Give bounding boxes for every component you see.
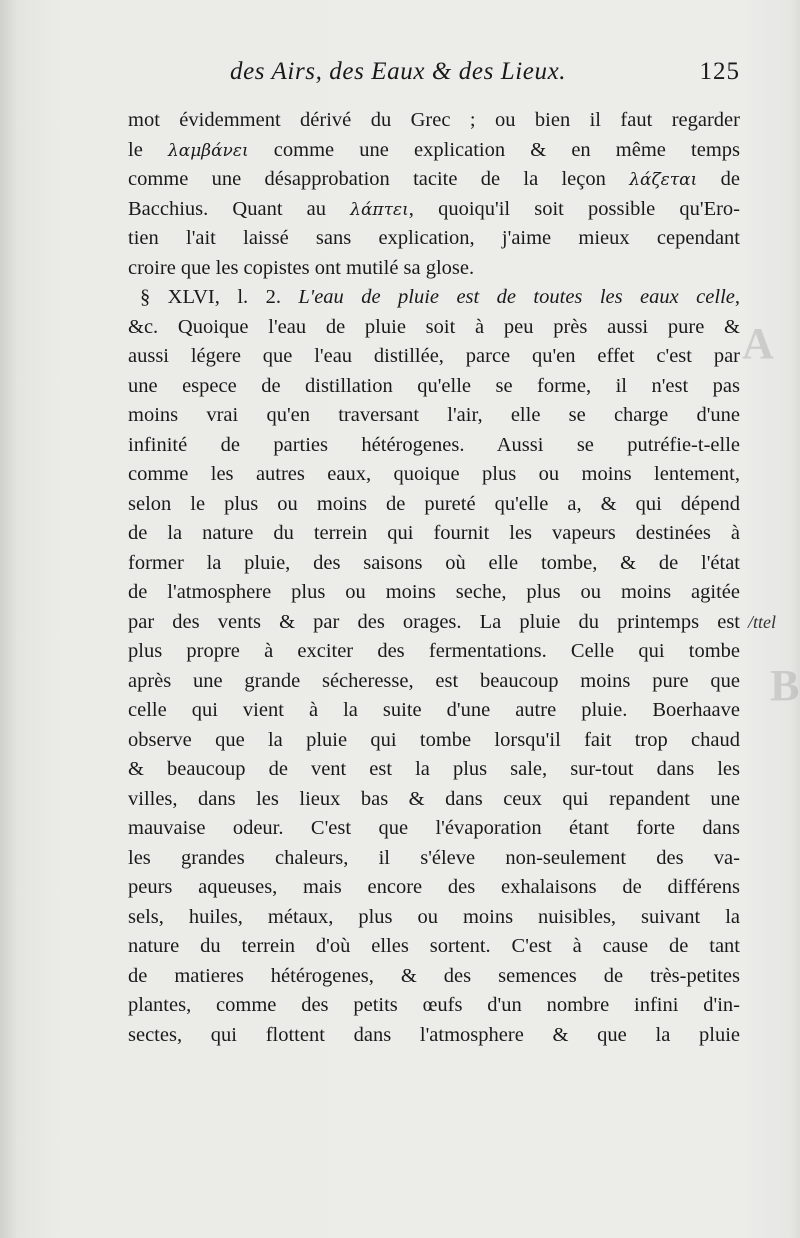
text-line: après une grande sécheresse, est beaucoup moins pure que xyxy=(128,669,740,692)
text-line: par des vents & par des orages. La pluie du printemps est xyxy=(128,610,740,633)
text-line: villes, dans les lieux bas & dans ceux qui repandent une xyxy=(128,787,740,810)
greek-word: λαμβάνει xyxy=(167,140,249,161)
text-line: les grandes chaleurs, il s'éleve non-seulement des va- xyxy=(128,846,740,869)
text-line: observe que la pluie qui tombe lorsqu'il fait trop chaud xyxy=(128,728,740,751)
greek-word: λάζεται xyxy=(629,170,698,190)
text-line: de l'atmosphere plus ou moins seche, plus ou moins agitée xyxy=(128,581,740,603)
text-line: une espece de distillation qu'elle se forme, il n'est pas xyxy=(128,374,740,397)
page-number: 125 xyxy=(699,58,740,85)
text-line: sectes, qui flottent dans l'atmosphere & que la pluie xyxy=(128,1023,740,1046)
body-text xyxy=(128,106,740,1050)
text-line: comme les autres eaux, quoique plus ou moins lentement, xyxy=(128,463,740,485)
text-line: nature du terrein d'où elles sortent. C'est à cause de tant xyxy=(128,935,740,957)
running-head xyxy=(130,54,740,94)
text-line: aussi légere que l'eau distillée, parce qu'en effet c'est par xyxy=(128,345,740,367)
text-line: celle qui vient à la suite d'une autre pluie. Boerhaave xyxy=(128,699,740,721)
text-line: le λαμβάνει comme une explication & en même temps xyxy=(128,138,740,161)
text-line: & beaucoup de vent est la plus sale, sur-tout dans les xyxy=(128,758,740,780)
text-line: mot évidemment dérivé du Grec ; ou bien il faut regarder xyxy=(128,109,740,131)
text-line: infinité de parties hétérogenes. Aussi se putréfie-t-elle xyxy=(128,433,740,456)
text-line: &c. Quoique l'eau de pluie soit à peu près aussi pure & xyxy=(128,315,740,338)
handwritten-margin-note: /ttel xyxy=(748,612,776,632)
greek-word: λάπτει xyxy=(350,199,409,220)
section-heading-line: § XLVI, l. 2. L'eau de pluie est de toutes les eaux celle, xyxy=(140,286,740,308)
text-line: moins vrai qu'en traversant l'air, elle se charge d'une xyxy=(128,404,740,426)
text-line: plus propre à exciter des fermentations. Celle qui tombe xyxy=(128,640,740,662)
text-line: tien l'ait laissé sans explication, j'aime mieux cependant xyxy=(128,227,740,249)
text-line: sels, huiles, métaux, plus ou moins nuisibles, suivant la xyxy=(128,905,740,928)
show-through-mark: B xyxy=(770,661,800,710)
text-line: de la nature du terrein qui fournit les vapeurs destinées à xyxy=(128,522,740,544)
show-through-mark: A xyxy=(742,319,774,368)
running-title: des Airs, des Eaux & des Lieux. xyxy=(230,58,567,85)
text-line: peurs aqueuses, mais encore des exhalaisons de différens xyxy=(128,876,740,898)
text-line: plantes, comme des petits œufs d'un nombre infini d'in- xyxy=(128,994,740,1016)
text-line: selon le plus ou moins de pureté qu'elle a, & qui dépend xyxy=(128,492,740,515)
text-line: de matieres hétérogenes, & des semences de très-petites xyxy=(128,964,740,987)
text-line: former la pluie, des saisons où elle tombe, & de l'état xyxy=(128,551,740,574)
text-line: comme une désapprobation tacite de la leçon λάζεται de xyxy=(128,168,740,190)
text-line: croire que les copistes ont mutilé sa glose. xyxy=(128,256,475,279)
text-line: mauvaise odeur. C'est que l'évaporation étant forte dans xyxy=(128,817,740,839)
text-line: Bacchius. Quant au λάπτει, quoiqu'il soit possible qu'Ero- xyxy=(128,197,740,220)
